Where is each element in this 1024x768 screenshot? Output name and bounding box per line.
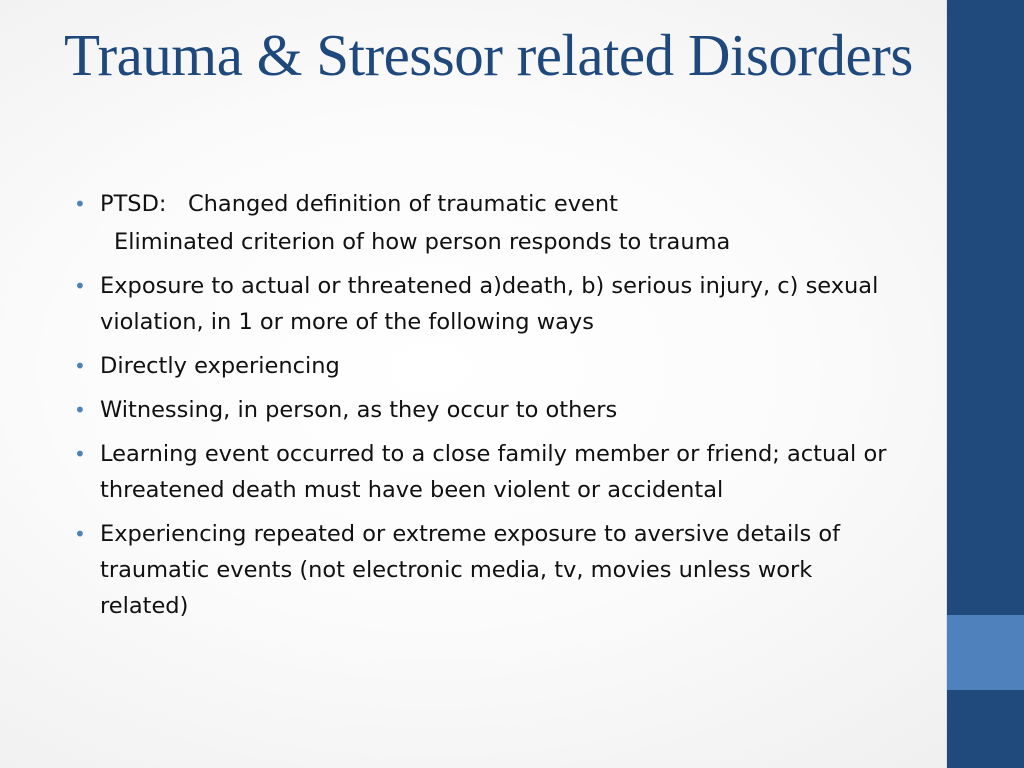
- bullet-item-continuation: [72, 224, 902, 260]
- bullet-item-repeated-exposure: [72, 516, 902, 624]
- bullet-list: [72, 186, 902, 632]
- bullet-icon: •: [74, 398, 86, 422]
- bullet-text: Experiencing repeated or extreme exposure to aversive details of traumatic events (not electronic media, tv, movies unless work related): [100, 521, 848, 619]
- bullet-icon: •: [74, 522, 86, 546]
- bullet-item-directly: [72, 348, 902, 384]
- bullet-text: Witnessing, in person, as they occur to others: [100, 397, 618, 423]
- bullet-item-exposure: [72, 268, 902, 340]
- sidebar-accent-block: [947, 615, 1024, 690]
- slide-title: Trauma & Stressor related Disorders: [64, 22, 913, 88]
- bullet-text: Exposure to actual or threatened a)death, b) serious injury, c) sexual violation, in 1 or more of the following ways: [100, 273, 886, 335]
- bullet-item-learning: [72, 436, 902, 508]
- bullet-icon: •: [74, 354, 86, 378]
- bullet-text: Eliminated criterion of how person responds to trauma: [114, 229, 731, 255]
- bullet-text: PTSD: Changed definition of traumatic event: [100, 191, 618, 217]
- bullet-item-witnessing: [72, 392, 902, 428]
- bullet-icon: •: [74, 192, 86, 216]
- bullet-icon: •: [74, 442, 86, 466]
- bullet-text: Directly experiencing: [100, 353, 340, 379]
- bullet-item-ptsd: [72, 186, 902, 222]
- bullet-icon: •: [74, 274, 86, 298]
- bullet-text: Learning event occurred to a close family member or friend; actual or threatened death must have been violent or accidental: [100, 441, 894, 503]
